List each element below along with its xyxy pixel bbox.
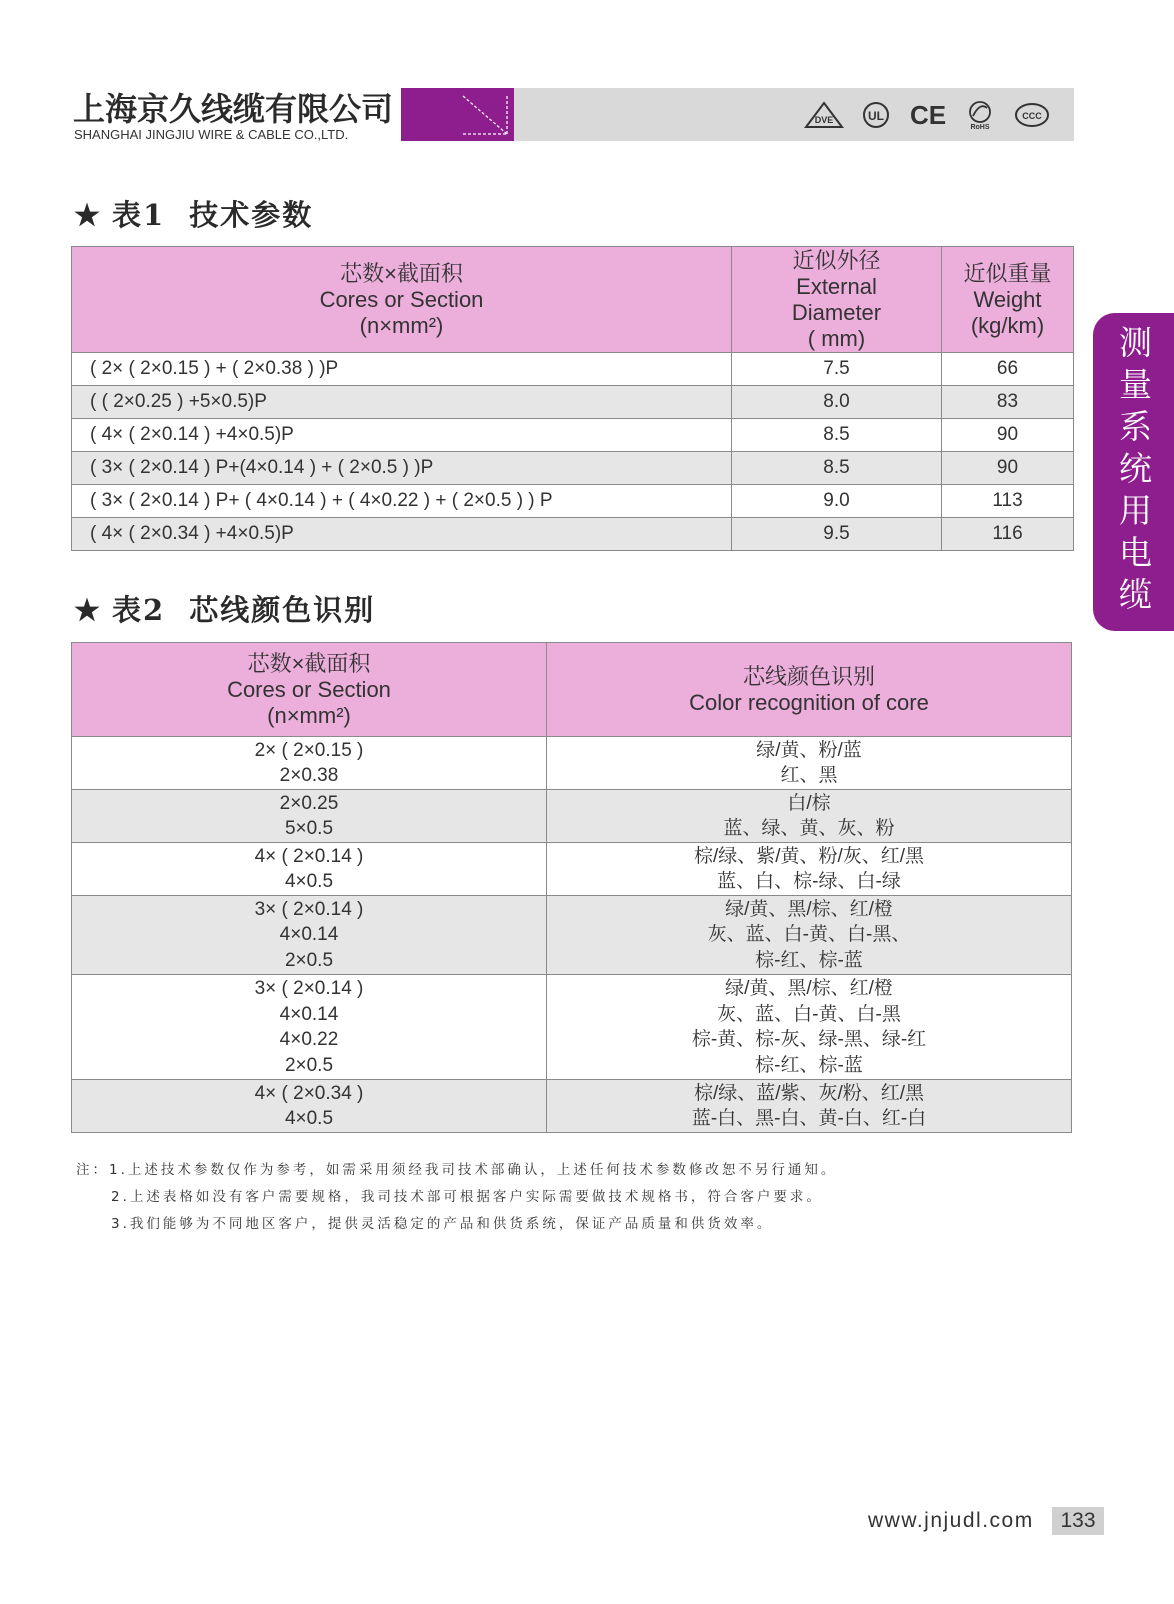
svg-text:UL: UL: [868, 109, 884, 123]
table-row: [72, 518, 1074, 551]
star-icon: ★: [74, 198, 102, 232]
table-row: [72, 737, 1072, 790]
header-cores-section: 芯数×截面积 Cores or Section (n×mm²): [72, 643, 547, 737]
cell-section: ( ( 2×0.25 ) +5×0.5)P: [72, 386, 732, 419]
cell-section: 2×0.25 5×0.5: [72, 790, 547, 843]
cell-weight: 116: [942, 518, 1074, 551]
cell-weight: 90: [942, 419, 1074, 452]
cell-section: ( 4× ( 2×0.14 ) +4×0.5)P: [72, 419, 732, 452]
table1-number: 表1: [112, 198, 166, 232]
table-row: [72, 896, 1072, 975]
table-row: [72, 386, 1074, 419]
category-side-tab-label: 测量系统用电缆: [1114, 325, 1153, 619]
cell-weight: 83: [942, 386, 1074, 419]
header-external-diameter: 近似外径 External Diameter ( mm): [732, 247, 942, 353]
table-header-row: [72, 643, 1072, 737]
header-color-recognition: 芯线颜色识别 Color recognition of core: [547, 643, 1072, 737]
svg-text:CCC: CCC: [1022, 111, 1042, 121]
table-row: [72, 353, 1074, 386]
cell-colors: 绿/黄、黑/棕、红/橙 灰、蓝、白-黄、白-黑、 棕-红、棕-蓝: [547, 896, 1072, 975]
cell-diameter: 8.5: [732, 419, 942, 452]
ul-mark-icon: [860, 101, 892, 129]
table-header-row: [72, 247, 1074, 353]
cell-colors: 棕/绿、紫/黄、粉/灰、红/黑 蓝、白、棕-绿、白-绿: [547, 843, 1072, 896]
table-row: [72, 419, 1074, 452]
cell-colors: 绿/黄、黑/棕、红/橙 灰、蓝、白-黄、白-黑 棕-黄、棕-灰、绿-黑、绿-红 棕-红、棕-蓝: [547, 975, 1072, 1080]
technical-parameters-table: [71, 246, 1074, 551]
star-icon: ★: [74, 593, 102, 627]
page-number: 133: [1052, 1507, 1104, 1535]
cell-section: 3× ( 2×0.14 ) 4×0.14 2×0.5: [72, 896, 547, 975]
cell-weight: 66: [942, 353, 1074, 386]
cell-section: ( 3× ( 2×0.14 ) P+(4×0.14 ) + ( 2×0.5 ) )P: [72, 452, 732, 485]
diagonal-arrow-icon: [401, 88, 514, 141]
svg-text:DVE: DVE: [814, 115, 834, 125]
cell-colors: 绿/黄、粉/蓝 红、黑: [547, 737, 1072, 790]
note-line: 3.我们能够为不同地区客户，提供灵活稳定的产品和供货系统，保证产品质量和供货效率。: [111, 1216, 774, 1232]
cell-section: 4× ( 2×0.14 ) 4×0.5: [72, 843, 547, 896]
cell-diameter: 8.0: [732, 386, 942, 419]
cell-section: 4× ( 2×0.34 ) 4×0.5: [72, 1080, 547, 1133]
table-row: [72, 790, 1072, 843]
company-name-cn: 上海京久线缆有限公司: [73, 90, 394, 128]
header-weight: 近似重量 Weight (kg/km): [942, 247, 1074, 353]
header-cores-section: 芯数×截面积 Cores or Section (n×mm²): [72, 247, 732, 353]
rohs-mark-icon: [963, 101, 997, 129]
cell-section: ( 3× ( 2×0.14 ) P+ ( 4×0.14 ) + ( 4×0.22 ) + ( 2×0.5 ) ) P: [72, 485, 732, 518]
table1-title: [74, 193, 313, 234]
note-line: 注：1.上述技术参数仅作为参考，如需采用须经我司技术部确认，上述任何技术参数修改恕不另行通知。: [76, 1162, 838, 1178]
table-row: [72, 1080, 1072, 1133]
cell-diameter: 9.5: [732, 518, 942, 551]
cell-colors: 白/棕 蓝、绿、黄、灰、粉: [547, 790, 1072, 843]
company-name-en: SHANGHAI JINGJIU WIRE & CABLE CO.,LTD.: [74, 127, 349, 142]
table1-title-text: 技术参数: [189, 198, 314, 232]
cell-section: 2× ( 2×0.15 ) 2×0.38: [72, 737, 547, 790]
cell-diameter: 7.5: [732, 353, 942, 386]
note-line: 2.上述表格如没有客户需要规格，我司技术部可根据客户实际需要做技术规格书，符合客户要求。: [111, 1189, 823, 1205]
cell-section: 3× ( 2×0.14 ) 4×0.14 4×0.22 2×0.5: [72, 975, 547, 1080]
table2-title: [74, 588, 375, 629]
cell-weight: 113: [942, 485, 1074, 518]
svg-text:RoHS: RoHS: [970, 124, 990, 130]
vde-mark-icon: [804, 101, 844, 129]
ccc-mark-icon: [1014, 101, 1050, 129]
table-row: [72, 975, 1072, 1080]
cell-colors: 棕/绿、蓝/紫、灰/粉、红/黑 蓝-白、黑-白、黄-白、红-白: [547, 1080, 1072, 1133]
website-url: www.jnjudl.com: [868, 1509, 1034, 1532]
cell-section: ( 2× ( 2×0.15 ) + ( 2×0.38 ) )P: [72, 353, 732, 386]
table2-title-text: 芯线颜色识别: [189, 593, 376, 627]
table-row: [72, 485, 1074, 518]
table2-number: 表2: [112, 593, 166, 627]
table-row: [72, 452, 1074, 485]
notes-block: [76, 1158, 837, 1239]
category-side-tab: [1093, 313, 1174, 631]
cell-section: ( 4× ( 2×0.34 ) +4×0.5)P: [72, 518, 732, 551]
cell-weight: 90: [942, 452, 1074, 485]
core-color-table: [71, 642, 1072, 1133]
table-row: [72, 843, 1072, 896]
header-accent-block: [401, 88, 514, 141]
cell-diameter: 8.5: [732, 452, 942, 485]
cell-diameter: 9.0: [732, 485, 942, 518]
ce-mark-icon: CE: [909, 99, 947, 130]
